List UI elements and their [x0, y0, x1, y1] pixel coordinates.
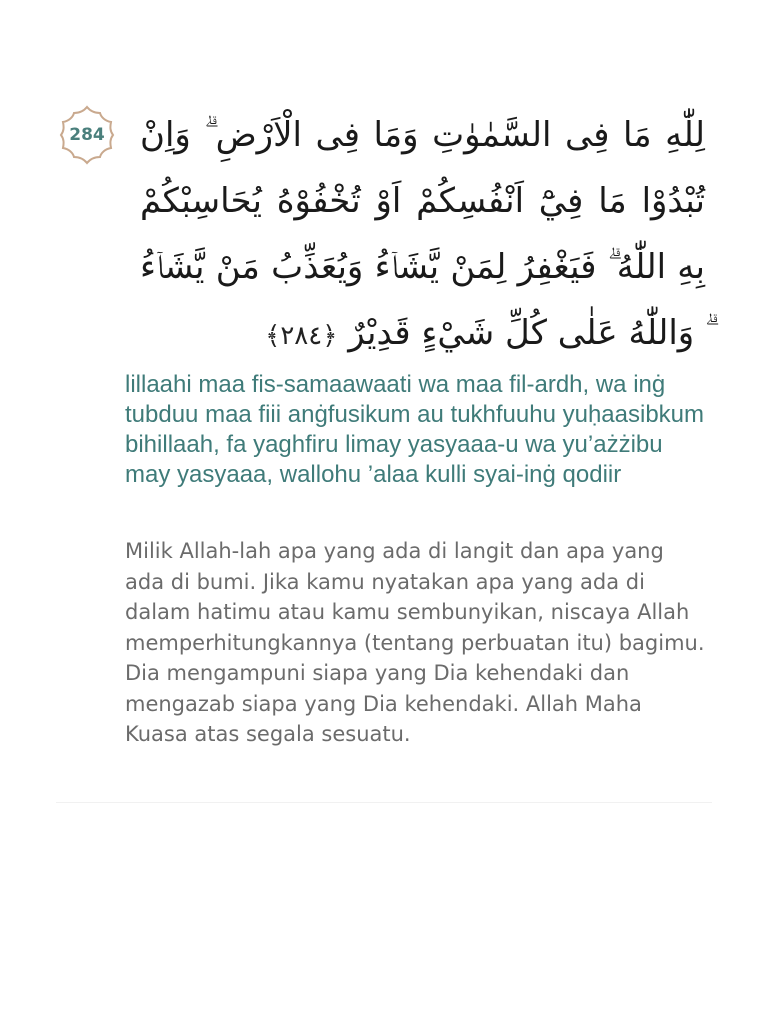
verse-number-badge[interactable] — [58, 104, 116, 166]
translation-text: Milik Allah-lah apa yang ada di langit dan apa yang ada di bumi. Jika kamu nyatakan apa yang ada di dalam hatimu atau kamu sembunyikan, niscaya Allah memperhitungkannya (tentang perbuatan itu) bagimu. Dia mengampuni siapa yang Dia kehendaki dan mengazab siapa yang Dia kehendaki. Allah Maha Kuasa atas segala sesuatu. — [125, 539, 705, 746]
arabic-verse-body: لِلّٰهِ مَا فِى السَّمٰوٰتِ وَمَا فِى الْاَرْضِ ۗ وَاِنْ تُبْدُوْا مَا فِيْٓ اَنْفُسِكُمْ اَوْ تُخْفُوْهُ يُحَاسِبْكُمْ بِهِ اللّٰهُ ۗ فَيَغْفِرُ لِمَنْ يَّشَاۤءُ وَيُعَذِّبُ مَنْ يَّشَاۤءُ ۗ وَاللّٰهُ عَلٰى كُلِّ شَيْءٍ قَدِيْرٌ — [140, 115, 705, 353]
transliteration-text: lillaahi maa fis-samaawaati wa maa fil-ardh, wa inġ tubduu maa fiii anġfusikum au tukhfuuhu yuḥaasibkum bihillaah, fa yaghfiru limay yasyaaa-u wa yu’ażżibu may yasyaaa, wallohu ’alaa kulli syai-inġ qodiir — [125, 371, 705, 488]
ayah-end-marker: ﴿٢٨٤﴾ — [265, 321, 338, 351]
arabic-verse-text — [140, 102, 705, 369]
verse-number: 284 — [69, 125, 105, 145]
verse-card — [56, 72, 712, 802]
card-divider — [56, 802, 712, 803]
